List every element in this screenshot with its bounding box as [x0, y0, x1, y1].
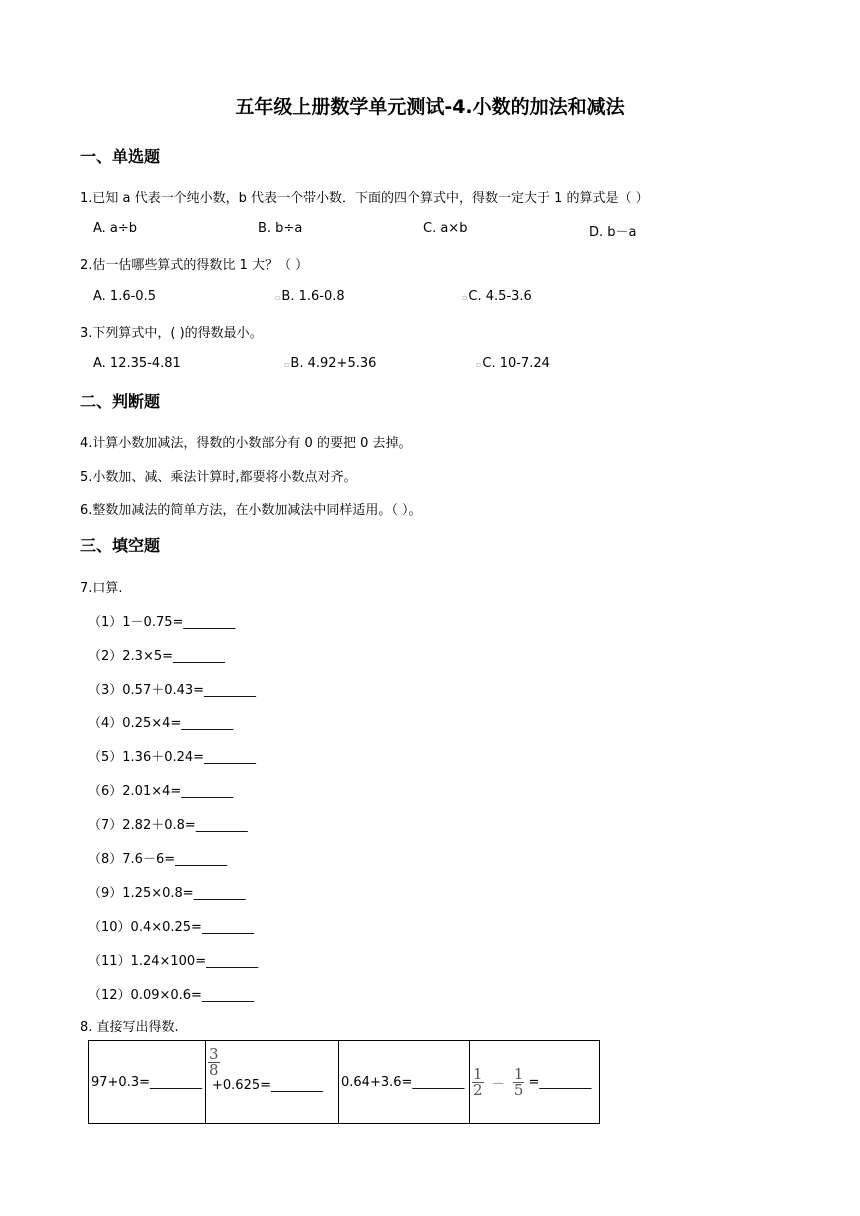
q7-item: （2）2.3×5=________ [88, 649, 226, 664]
q7-item: （6）2.01×4=________ [88, 784, 234, 799]
q1-option-d: D. b－a [589, 225, 637, 240]
question-8: 8. 直接写出得数. [80, 1020, 179, 1035]
q2-option-b: ▫B. 1.6-0.8 [275, 289, 345, 304]
section-heading-true-false: 二、判断题 [80, 392, 161, 411]
q8-cell-2 [206, 1041, 339, 1124]
q7-item: （10）0.4×0.25=________ [88, 920, 254, 935]
q3-option-b: ▫B. 4.92+5.36 [284, 356, 377, 371]
section-heading-fill-blank: 三、填空题 [80, 536, 161, 555]
q1-option-b: B. b÷a [258, 221, 303, 236]
q7-item: （7）2.82＋0.8=________ [88, 818, 248, 833]
q2-option-a: A. 1.6-0.5 [93, 289, 156, 304]
section-heading-single-choice: 一、单选题 [80, 147, 161, 166]
q7-item: （5）1.36＋0.24=________ [88, 750, 257, 765]
q2-option-c: ▫C. 4.5-3.6 [462, 289, 532, 304]
question-5: 5.小数加、减、乘法计算时,都要将小数点对齐。 [80, 470, 357, 485]
q8-calc-table [88, 1040, 600, 1124]
question-6: 6.整数加减法的简单方法，在小数加减法中同样适用。（ ）。 [80, 503, 422, 518]
question-3: 3.下列算式中，( )的得数最小。 [80, 326, 263, 341]
fraction-1-5: $\frac{1}{5}$ [513, 1064, 524, 1099]
q8-cell-4 [470, 1041, 600, 1124]
q1-option-a: A. a÷b [93, 221, 138, 236]
question-1: 1.已知 a 代表一个纯小数，b 代表一个带小数．下面的四个算式中，得数一定大于 1 的算式是（ ） [80, 191, 649, 206]
q7-item: （4）0.25×4=________ [88, 716, 234, 731]
question-7: 7.口算. [80, 581, 123, 596]
q7-item: （1）1－0.75=________ [88, 615, 236, 630]
q8-cell-1 [89, 1041, 206, 1124]
q8-expr-3: 0.64+3.6=________ [341, 1074, 465, 1090]
marker-dot-icon: ▫ [476, 360, 482, 369]
q8-expr-2: +0.625=________ [212, 1078, 324, 1093]
question-4: 4.计算小数加减法，得数的小数部分有 0 的要把 0 去掉。 [80, 436, 412, 451]
q3-option-a: A. 12.35-4.81 [93, 356, 181, 371]
page-title: 五年级上册数学单元测试-4.小数的加法和减法 [235, 96, 625, 118]
question-2: 2.估一估哪些算式的得数比 1 大？（ ） [80, 258, 309, 273]
fraction-1-2: $\frac{1}{2}$ [473, 1064, 483, 1099]
marker-dot-icon: ▫ [284, 360, 290, 369]
q8-expr-4: =________ [528, 1074, 592, 1090]
minus-sign: － [491, 1076, 505, 1092]
q7-item: （9）1.25×0.8=________ [88, 886, 246, 901]
fraction-3-8: $\frac{3}{8}$ [209, 1045, 219, 1079]
marker-dot-icon: ▫ [462, 293, 468, 302]
q3-option-c: ▫C. 10-7.24 [476, 356, 550, 371]
q7-item: （8）7.6－6=________ [88, 852, 228, 867]
q8-expr-1: 97+0.3=________ [91, 1074, 203, 1090]
marker-dot-icon: ▫ [275, 293, 281, 302]
q7-item: （11）1.24×100=________ [88, 954, 259, 969]
q7-item: （3）0.57＋0.43=________ [88, 683, 257, 698]
q7-item: （12）0.09×0.6=________ [88, 988, 254, 1003]
q8-cell-3 [339, 1041, 470, 1124]
q1-option-c: C. a×b [423, 221, 468, 236]
